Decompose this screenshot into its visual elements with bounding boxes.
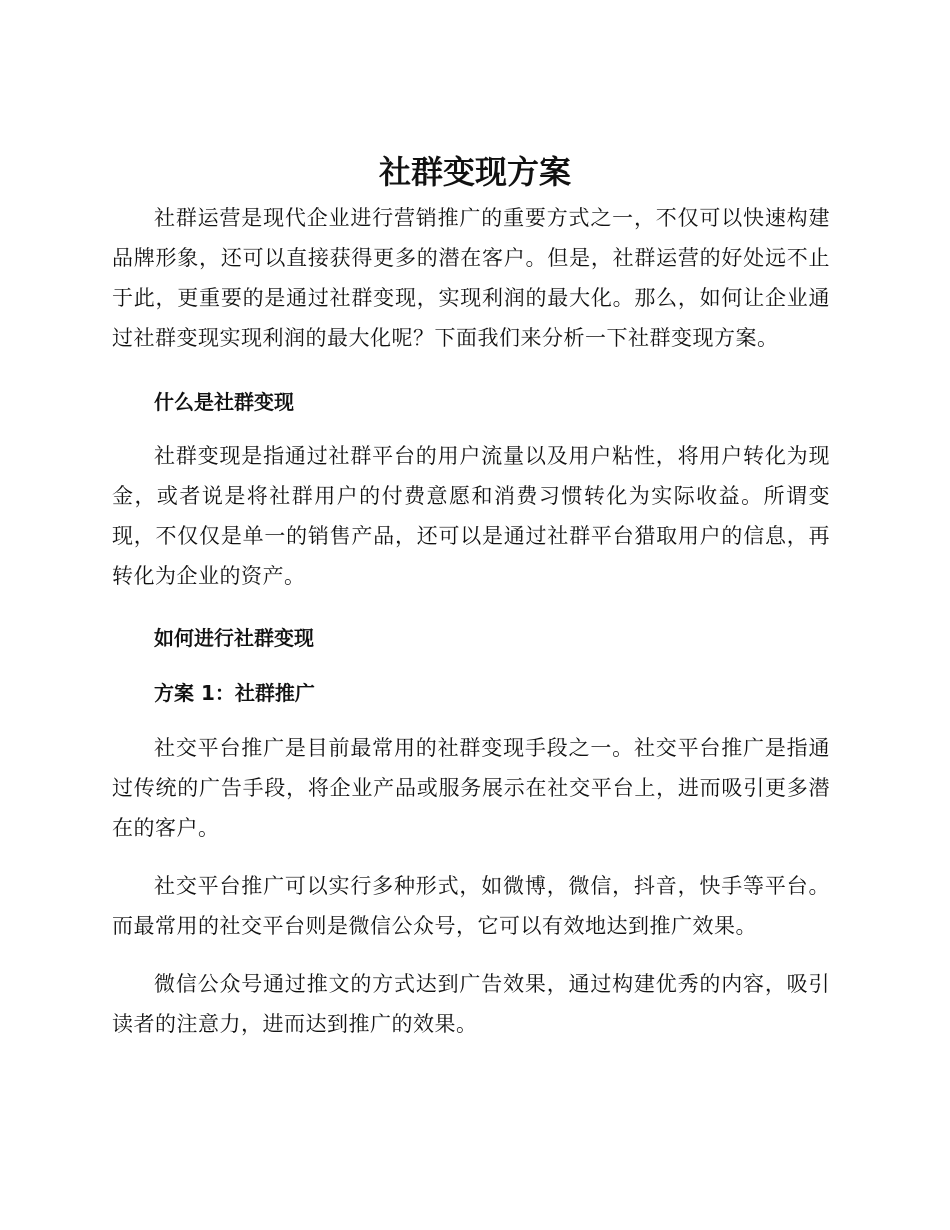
- section-heading-how-to: 如何进行社群变现: [154, 626, 314, 650]
- section-what-is-paragraph: 社群变现是指通过社群平台的用户流量以及用户粘性，将用户转化为现金，或者说是将社群用户的付费意愿和消费习惯转化为实际收益。所谓变现，不仅仅是单一的销售产品，还可以是通过社群平台猎取用户的信息，再转化为企业的资产。: [112, 444, 830, 588]
- plan-1-paragraph-3: 微信公众号通过推文的方式达到广告效果，通过构建优秀的内容，吸引读者的注意力，进而达到推广的效果。: [112, 972, 830, 1036]
- plan-1-paragraph-1: 社交平台推广是目前最常用的社群变现手段之一。社交平台推广是指通过传统的广告手段，将企业产品或服务展示在社交平台上，进而吸引更多潜在的客户。: [112, 736, 830, 840]
- plan-1-heading: 方案 1：社群推广: [154, 681, 315, 705]
- section-heading-what-is: 什么是社群变现: [154, 390, 294, 414]
- plan-1-paragraph-2: 社交平台推广可以实行多种形式，如微博，微信，抖音，快手等平台。而最常用的社交平台则是微信公众号，它可以有效地达到推广效果。: [112, 874, 830, 938]
- page-title: 社群变现方案: [378, 153, 571, 191]
- intro-paragraph: 社群运营是现代企业进行营销推广的重要方式之一，不仅可以快速构建品牌形象，还可以直接获得更多的潜在客户。但是，社群运营的好处远不止于此，更重要的是通过社群变现，实现利润的最大化。那么，如何让企业通过社群变现实现利润的最大化呢？下面我们来分析一下社群变现方案。: [112, 206, 830, 350]
